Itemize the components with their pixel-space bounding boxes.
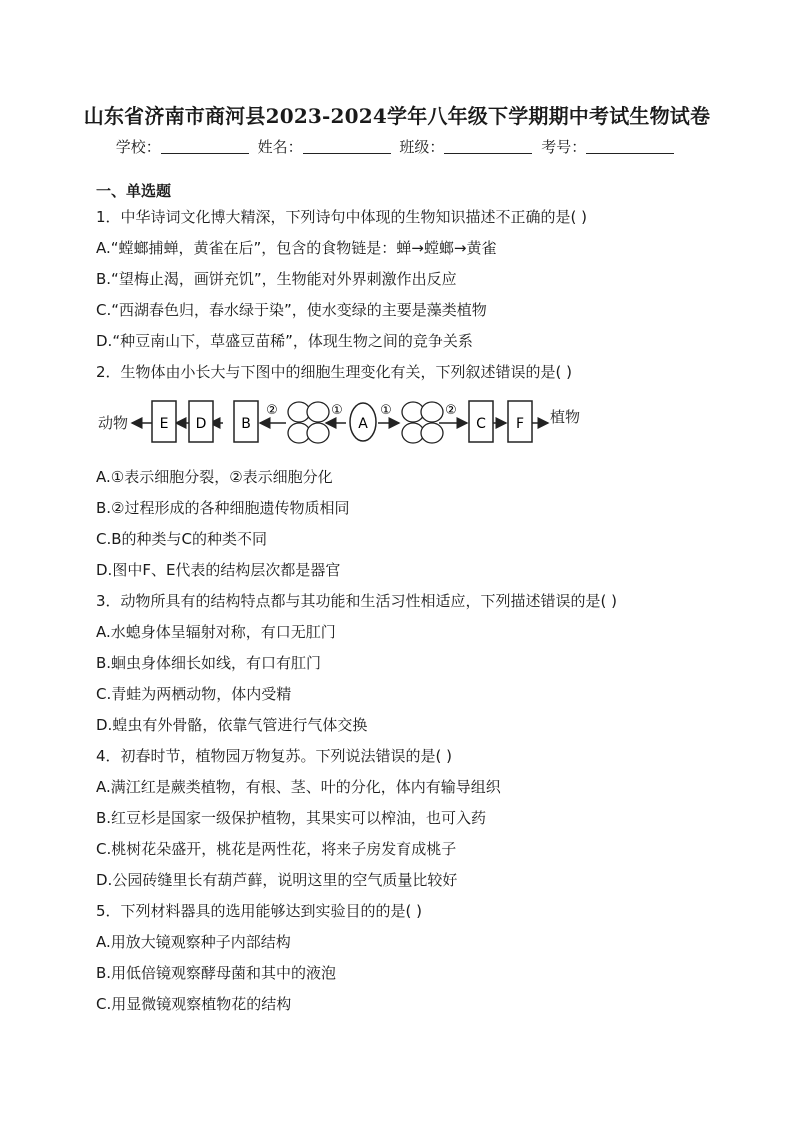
question-4-option-a: A.满江红是蕨类植物，有根、茎、叶的分化，体内有输导组织 xyxy=(96,778,501,796)
left-cell-cluster xyxy=(288,402,329,443)
question-2-option-b: B.②过程形成的各种细胞遗传物质相同 xyxy=(96,499,350,517)
school-label: 学校： xyxy=(115,138,161,156)
question-1-stem: 1．中华诗词文化博大精深，下列诗句中体现的生物知识描述不正确的是( ) xyxy=(96,208,588,226)
question-2-stem: 2．生物体由小长大与下图中的细胞生理变化有关，下列叙述错误的是( ) xyxy=(96,363,573,381)
right-cell-cluster xyxy=(402,402,443,443)
question-5-option-a: A.用放大镜观察种子内部结构 xyxy=(96,933,291,951)
question-4-stem: 4．初春时节，植物园万物复苏。下列说法错误的是( ) xyxy=(96,747,453,765)
class-blank[interactable] xyxy=(444,139,532,154)
question-5-option-c: C.用显微镜观察植物花的结构 xyxy=(96,995,292,1013)
cell-differentiation-diagram xyxy=(96,392,616,452)
question-5-stem: 5．下列材料器具的选用能够达到实验目的的是( ) xyxy=(96,902,423,920)
question-3-stem: 3．动物所具有的结构特点都与其功能和生活习性相适应，下列描述错误的是( ) xyxy=(96,592,618,610)
animal-label: 动物 xyxy=(98,414,129,432)
question-1-option-b: B.“望梅止渴，画饼充饥”，生物能对外界刺激作出反应 xyxy=(96,270,457,288)
question-1-option-c: C.“西湖春色归，春水绿于染”，使水变绿的主要是藻类植物 xyxy=(96,301,487,319)
question-3-option-c: C.青蛙为两栖动物，体内受精 xyxy=(96,685,292,703)
question-1-option-a: A.“螳螂捕蝉，黄雀在后”，包含的食物链是：蝉→螳螂→黄雀 xyxy=(96,239,497,257)
question-1-option-d: D.“种豆南山下，草盛豆苗稀”，体现生物之间的竞争关系 xyxy=(96,332,473,350)
question-3-option-b: B.蛔虫身体细长如线，有口有肛门 xyxy=(96,654,322,672)
question-4-option-b: B.红豆杉是国家一级保护植物，其果实可以榨油，也可入药 xyxy=(96,809,487,827)
step-2-right: ② xyxy=(445,403,457,418)
section-title: 一、单选题 xyxy=(96,182,172,200)
exam-no-label: 考号： xyxy=(541,138,587,156)
question-4-option-d: D.公园砖缝里长有葫芦藓，说明这里的空气质量比较好 xyxy=(96,871,458,889)
question-5-option-b: B.用低倍镜观察酵母菌和其中的液泡 xyxy=(96,964,337,982)
exam-title: 山东省济南市商河县2023-2024学年八年级下学期期中考试生物试卷 xyxy=(83,104,711,128)
question-2-option-c: C.B的种类与C的种类不同 xyxy=(96,530,268,548)
box-d-label: D xyxy=(195,416,207,432)
step-1-left: ① xyxy=(331,403,343,418)
box-f-label: F xyxy=(515,416,525,432)
box-b-label: B xyxy=(241,416,251,432)
name-blank[interactable] xyxy=(303,139,391,154)
box-c-label: C xyxy=(476,416,486,432)
exam-no-blank[interactable] xyxy=(586,139,674,154)
cell-a-label: A xyxy=(358,416,368,432)
question-3-option-a: A.水螅身体呈辐射对称，有口无肛门 xyxy=(96,623,336,641)
question-4-option-c: C.桃树花朵盛开，桃花是两性花，将来子房发育成桃子 xyxy=(96,840,457,858)
plant-label: 植物 xyxy=(550,408,581,426)
question-2-option-d: D.图中F、E代表的结构层次都是器官 xyxy=(96,561,341,579)
class-label: 班级： xyxy=(399,138,445,156)
question-2-option-a: A.①表示细胞分裂，②表示细胞分化 xyxy=(96,468,333,486)
box-e-label: E xyxy=(159,416,169,432)
step-1-right: ① xyxy=(380,403,392,418)
question-3-option-d: D.蝗虫有外骨骼，依靠气管进行气体交换 xyxy=(96,716,368,734)
name-label: 姓名： xyxy=(257,138,303,156)
school-blank[interactable] xyxy=(161,139,249,154)
student-info-row xyxy=(0,136,794,157)
step-2-left: ② xyxy=(266,403,278,418)
